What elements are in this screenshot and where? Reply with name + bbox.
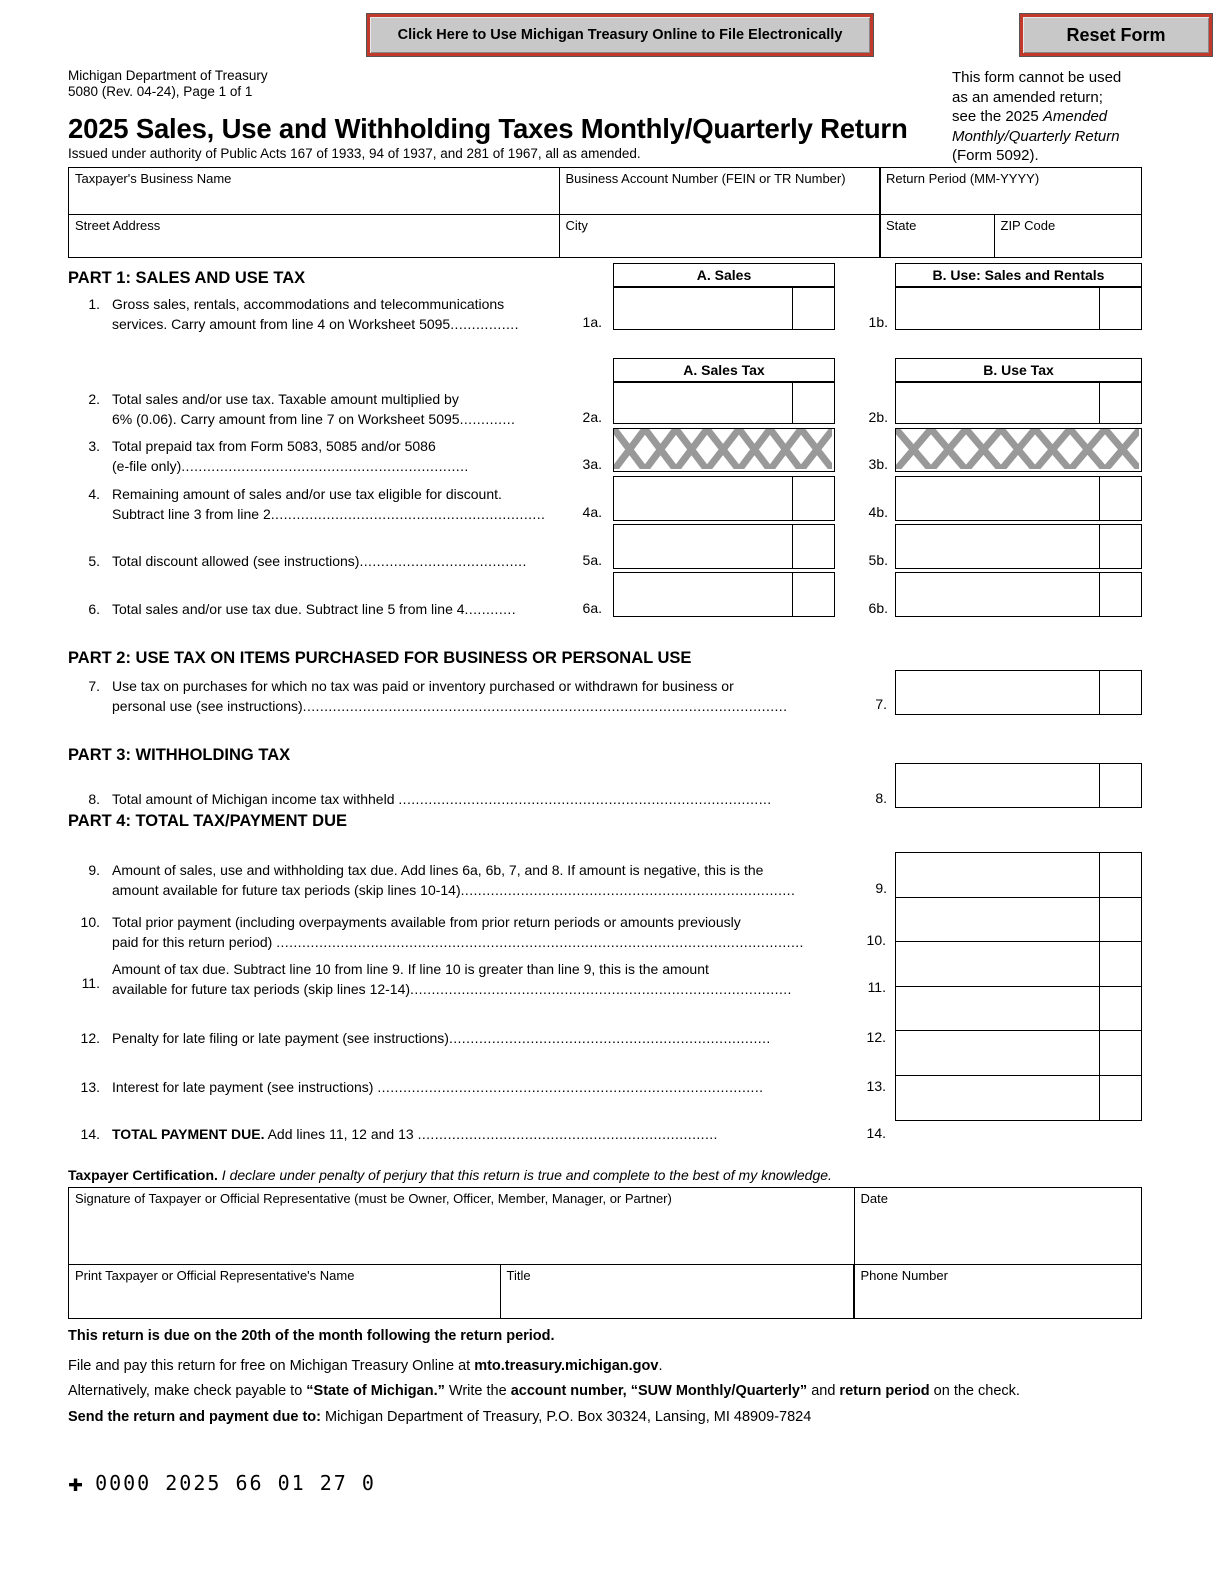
line-7-text-row2-main: personal use (see instructions) bbox=[112, 697, 303, 714]
line-13-text-row bbox=[112, 1078, 763, 1098]
line-11-text-row1: Amount of tax due. Subtract line 10 from line 9. If line 10 is greater than line 9, this is the amount bbox=[112, 961, 709, 977]
line-6-number: 6. bbox=[88, 601, 100, 617]
signature-label: Signature of Taxpayer or Official Representative (must be Owner, Officer, Member, Manager, or Partner) bbox=[75, 1191, 672, 1206]
line-9-text-row2 bbox=[112, 881, 795, 901]
part2-heading: PART 2: USE TAX ON ITEMS PURCHASED FOR BUSINESS OR PERSONAL USE bbox=[68, 649, 692, 667]
state-field[interactable] bbox=[879, 214, 995, 258]
line-1a-cents-divider bbox=[792, 288, 793, 329]
line-2-number: 2. bbox=[88, 391, 100, 407]
cross-marker-icon: ✚ bbox=[68, 1468, 86, 1497]
line-8-text-main: Total amount of Michigan income tax withheld bbox=[112, 791, 399, 807]
part3-heading: PART 3: WITHHOLDING TAX bbox=[68, 746, 291, 764]
line-9-dots: .............................................................................. bbox=[460, 881, 796, 898]
line-7-amount-box[interactable] bbox=[895, 670, 1142, 715]
account-number-field[interactable] bbox=[559, 167, 881, 215]
file-pay-text-2: . bbox=[658, 1358, 663, 1374]
line-6b-cents-divider bbox=[1099, 573, 1100, 616]
return-period-label: Return Period (MM-YYYY) bbox=[886, 171, 1040, 186]
taxpayer-info-table bbox=[68, 167, 1142, 255]
alt-text-1: Alternatively, make check payable to bbox=[68, 1383, 307, 1399]
phone-label: Phone Number bbox=[860, 1267, 948, 1283]
certification-statement bbox=[68, 1167, 832, 1183]
line-7-number: 7. bbox=[88, 678, 100, 694]
line-8-amount-box[interactable] bbox=[895, 763, 1142, 808]
print-name-label: Print Taxpayer or Official Representative's Name bbox=[75, 1267, 355, 1283]
line-6a-cents-divider bbox=[792, 573, 793, 616]
line-11-number: 11. bbox=[81, 975, 100, 991]
line-2b-cents-divider bbox=[1099, 383, 1100, 423]
certification-table bbox=[68, 1187, 1142, 1306]
line-11-text-row2-main: available for future tax periods (skip lines 12-14) bbox=[112, 980, 411, 997]
line-1a-ref: 1a. bbox=[582, 314, 602, 330]
zip-label: ZIP Code bbox=[1000, 217, 1056, 233]
mailing-address-notice bbox=[68, 1409, 811, 1425]
line-4-number: 4. bbox=[88, 486, 100, 502]
col-header-b-use-label: B. Use: Sales and Rentals bbox=[932, 267, 1105, 283]
line-1b-ref: 1b. bbox=[868, 314, 888, 330]
mto-url[interactable]: mto.treasury.michigan.gov bbox=[474, 1358, 659, 1374]
line-3b-x-pattern-icon bbox=[896, 429, 1139, 469]
col-header-a-sales-label: A. Sales bbox=[696, 267, 752, 283]
date-label: Date bbox=[860, 1191, 888, 1206]
line-2a-amount-box[interactable] bbox=[613, 382, 835, 424]
line-4a-amount-box[interactable] bbox=[613, 476, 835, 521]
amended-return-note bbox=[952, 68, 1152, 166]
line-6-text-row2-main: Total sales and/or use tax due. Subtract line 5 from line 4 bbox=[112, 601, 465, 617]
line-4b-amount-box[interactable] bbox=[895, 476, 1142, 521]
line-2a-ref: 2a. bbox=[582, 409, 602, 425]
certification-declaration: I declare under penalty of perjury that this return is true and complete to the best of my knowledge. bbox=[217, 1167, 832, 1183]
line-1b-amount-box[interactable] bbox=[895, 287, 1142, 330]
line-10-dots: ........................................................................................................................... bbox=[276, 933, 804, 950]
business-name-field[interactable] bbox=[68, 167, 560, 215]
line-2-text-row2 bbox=[112, 410, 515, 430]
line-4-text-row2-main: Subtract line 3 from line 2 bbox=[112, 505, 271, 522]
line-13-number: 13. bbox=[80, 1079, 100, 1095]
part1-heading: PART 1: SALES AND USE TAX bbox=[68, 269, 306, 287]
line-4a-ref: 4a. bbox=[582, 504, 602, 520]
line-2a-cents-divider bbox=[792, 383, 793, 423]
amended-note-line3: see the 2025 bbox=[952, 108, 1043, 125]
line-12-amount-box[interactable] bbox=[895, 986, 1142, 1032]
col-header-a-sales-tax bbox=[613, 358, 835, 382]
line-4b-ref: 4b. bbox=[868, 504, 888, 520]
alt-text-2: Write the bbox=[444, 1383, 511, 1399]
line-12-number: 12. bbox=[80, 1030, 100, 1046]
title-field[interactable] bbox=[500, 1264, 854, 1319]
line-2b-amount-box[interactable] bbox=[895, 382, 1142, 424]
line-1-text-row2-main: services. Carry amount from line 4 on Worksheet 5095 bbox=[112, 315, 451, 332]
alt-bold-payee: “State of Michigan.” bbox=[306, 1383, 445, 1399]
line-1-text-row1: Gross sales, rentals, accommodations and telecommunications bbox=[112, 296, 505, 312]
line-1-text-row2 bbox=[112, 315, 519, 335]
send-label: Send the return and payment due to: bbox=[68, 1409, 321, 1425]
line-1-dots: ................ bbox=[450, 315, 519, 332]
line-13-ref: 13. bbox=[866, 1078, 886, 1094]
line-4-text-row1: Remaining amount of sales and/or use tax eligible for discount. bbox=[112, 486, 502, 502]
return-period-field[interactable] bbox=[879, 167, 1142, 215]
state-label: State bbox=[886, 217, 917, 233]
agency-block bbox=[68, 68, 268, 100]
line-1-number: 1. bbox=[88, 296, 100, 312]
certification-label: Taxpayer Certification. bbox=[68, 1167, 218, 1183]
col-header-a-sales-tax-label: A. Sales Tax bbox=[683, 362, 765, 378]
line-6b-amount-box[interactable] bbox=[895, 572, 1142, 617]
line-3-text-row2 bbox=[112, 457, 469, 477]
line-9-ref: 9. bbox=[875, 880, 887, 896]
line-13-amount-box[interactable] bbox=[895, 1030, 1142, 1076]
alt-text-3: and bbox=[807, 1383, 840, 1399]
line-10-ref: 10. bbox=[866, 932, 886, 948]
line-11-ref: 11. bbox=[867, 979, 886, 995]
line-3-text-row1: Total prepaid tax from Form 5083, 5085 and/or 5086 bbox=[112, 438, 436, 454]
form-revision: 5080 (Rev. 04-24), Page 1 of 1 bbox=[68, 84, 253, 99]
line-14-dots: ...................................................................... bbox=[417, 1126, 718, 1142]
col-header-b-use-tax bbox=[895, 358, 1142, 382]
part4-heading: PART 4: TOTAL TAX/PAYMENT DUE bbox=[68, 812, 347, 830]
col-header-b-use-tax-label: B. Use Tax bbox=[983, 362, 1054, 378]
line-6a-amount-box[interactable] bbox=[613, 572, 835, 617]
line-6b-ref: 6b. bbox=[868, 600, 888, 616]
due-date-notice-text: This return is due on the 20th of the month following the return period. bbox=[68, 1328, 555, 1344]
line-4-text-row2 bbox=[112, 505, 545, 525]
line-4-dots: ................................................................ bbox=[270, 505, 546, 522]
line-5b-ref: 5b. bbox=[868, 552, 888, 568]
alt-bold-period: return period bbox=[839, 1383, 930, 1399]
line-11-dots: ......................................................................................... bbox=[410, 980, 792, 997]
line-2-text-row2-main: 6% (0.06). Carry amount from line 7 on Worksheet 5095 bbox=[112, 410, 460, 427]
alt-text-4: on the check. bbox=[929, 1383, 1020, 1399]
alt-bold-account: account number, “SUW Monthly/Quarterly” bbox=[510, 1383, 808, 1399]
col-header-a-sales bbox=[613, 263, 835, 287]
file-pay-notice bbox=[68, 1358, 662, 1374]
line-6-text-row2 bbox=[112, 600, 516, 620]
form-action-buttons bbox=[0, 14, 1224, 56]
line-9-text-row1: Amount of sales, use and withholding tax due. Add lines 6a, 6b, 7, and 8. If amount is negative, this is the bbox=[112, 862, 764, 878]
line-3-dots: ................................................................... bbox=[181, 457, 469, 474]
barcode-digits: 0000 2025 66 01 27 0 bbox=[95, 1470, 376, 1495]
line-5-dots: ....................................... bbox=[359, 553, 527, 569]
line-12-ref: 12. bbox=[866, 1029, 886, 1045]
line-5-text-row2-main: Total discount allowed (see instructions) bbox=[112, 553, 360, 569]
line-10-text-row1: Total prior payment (including overpayments available from prior return periods or amounts previously bbox=[112, 914, 741, 930]
line-5a-cents-divider bbox=[792, 525, 793, 568]
line-2-dots: ............. bbox=[459, 410, 516, 427]
signature-field[interactable] bbox=[68, 1187, 855, 1265]
line-5b-cents-divider bbox=[1099, 525, 1100, 568]
line-4b-cents-divider bbox=[1099, 477, 1100, 520]
line-14-number: 14. bbox=[80, 1126, 100, 1142]
file-pay-text-1: File and pay this return for free on Michigan Treasury Online at bbox=[68, 1358, 475, 1374]
print-name-field[interactable] bbox=[68, 1264, 501, 1319]
line-3b-blocked-box bbox=[895, 428, 1142, 472]
amended-note-italic1: Amended bbox=[1042, 108, 1108, 125]
line-7-cents-divider bbox=[1099, 671, 1100, 714]
line-8-dots: ....................................................................................... bbox=[398, 791, 772, 807]
line-14-amount-box[interactable] bbox=[895, 1075, 1142, 1121]
line-5-number: 5. bbox=[88, 553, 100, 569]
line-7-ref: 7. bbox=[875, 696, 887, 712]
zip-field[interactable] bbox=[994, 214, 1143, 258]
line-3b-ref: 3b. bbox=[868, 456, 888, 472]
file-electronically-label: Click Here to Use Michigan Treasury Online to File Electronically bbox=[397, 27, 843, 43]
line-5a-amount-box[interactable] bbox=[613, 524, 835, 569]
line-8-cents-divider bbox=[1099, 764, 1100, 807]
date-field[interactable] bbox=[854, 1187, 1143, 1265]
line-11-amount-box[interactable] bbox=[895, 941, 1142, 987]
amended-note-line4: (Form 5092). bbox=[952, 147, 1039, 164]
line-6a-ref: 6a. bbox=[582, 600, 602, 616]
line-12-dots: ........................................................................... bbox=[448, 1030, 771, 1046]
line-9-number: 9. bbox=[88, 862, 100, 878]
line-9-cents-divider bbox=[1099, 853, 1100, 897]
line-14-cents-divider bbox=[1099, 1076, 1100, 1120]
line-14-ref: 14. bbox=[866, 1125, 886, 1141]
line-12-text-row bbox=[112, 1029, 771, 1049]
line-10-number: 10. bbox=[80, 914, 100, 930]
alternative-payment-notice bbox=[68, 1383, 1020, 1399]
authority-statement: Issued under authority of Public Acts 167 of 1933, 94 of 1937, and 281 of 1967, all as amended. bbox=[68, 146, 641, 161]
line-8-ref: 8. bbox=[875, 790, 887, 806]
line-2-text-row1: Total sales and/or use tax. Taxable amount multiplied by bbox=[112, 391, 459, 407]
line-5-text-row2 bbox=[112, 552, 527, 572]
title-label: Title bbox=[506, 1267, 531, 1283]
phone-field[interactable] bbox=[854, 1264, 1143, 1319]
account-number-label: Business Account Number (FEIN or TR Number) bbox=[565, 171, 846, 186]
line-13-cents-divider bbox=[1099, 1031, 1100, 1075]
line-12-text-main: Penalty for late filing or late payment (see instructions) bbox=[112, 1030, 449, 1046]
reset-form-button[interactable] bbox=[1020, 14, 1212, 56]
due-date-notice bbox=[68, 1328, 555, 1344]
line-7-text-row1: Use tax on purchases for which no tax was paid or inventory purchased or withdrawn for business or bbox=[112, 678, 734, 694]
file-electronically-button[interactable] bbox=[367, 14, 873, 56]
line-14-text-bold: TOTAL PAYMENT DUE. bbox=[112, 1126, 265, 1142]
line-5a-ref: 5a. bbox=[582, 552, 602, 568]
line-3-number: 3. bbox=[88, 438, 100, 454]
line-10-cents-divider bbox=[1099, 898, 1100, 942]
line-1b-cents-divider bbox=[1099, 288, 1100, 329]
line-3-text-row2-main: (e-file only) bbox=[112, 457, 182, 474]
line-9-text-row2-main: amount available for future tax periods (skip lines 10-14) bbox=[112, 881, 461, 898]
line-10-amount-box[interactable] bbox=[895, 897, 1142, 943]
line-13-text-main: Interest for late payment (see instructions) bbox=[112, 1079, 378, 1095]
amended-note-line2: as an amended return; bbox=[952, 88, 1103, 106]
page-title: 2025 Sales, Use and Withholding Taxes Monthly/Quarterly Return bbox=[68, 113, 908, 144]
send-address: Michigan Department of Treasury, P.O. Box 30324, Lansing, MI 48909-7824 bbox=[320, 1409, 812, 1425]
agency-name: Michigan Department of Treasury bbox=[68, 68, 268, 83]
line-2b-ref: 2b. bbox=[868, 409, 888, 425]
line-8-number: 8. bbox=[88, 791, 100, 807]
line-11-cents-divider bbox=[1099, 942, 1100, 986]
line-14-text-row bbox=[112, 1125, 718, 1145]
form-barcode-line bbox=[68, 1470, 376, 1495]
reset-form-label: Reset Form bbox=[1066, 24, 1166, 45]
street-address-field[interactable] bbox=[68, 214, 560, 258]
line-13-dots: .......................................................................................... bbox=[377, 1079, 764, 1095]
line-12-cents-divider bbox=[1099, 987, 1100, 1031]
line-5b-amount-box[interactable] bbox=[895, 524, 1142, 569]
line-8-text-row bbox=[112, 790, 772, 810]
city-label: City bbox=[565, 217, 588, 233]
line-3a-x-pattern-icon bbox=[614, 429, 832, 469]
amended-note-line1: This form cannot be used bbox=[952, 69, 1122, 86]
amended-note-italic2: Monthly/Quarterly Return bbox=[952, 127, 1120, 145]
col-header-b-use bbox=[895, 263, 1142, 287]
line-4a-cents-divider bbox=[792, 477, 793, 520]
line-3a-blocked-box bbox=[613, 428, 835, 472]
line-1a-amount-box[interactable] bbox=[613, 287, 835, 330]
line-10-text-row2-main: paid for this return period) bbox=[112, 933, 277, 950]
line-3a-ref: 3a. bbox=[582, 456, 602, 472]
line-7-text-row2 bbox=[112, 697, 787, 717]
line-9-amount-box[interactable] bbox=[895, 852, 1142, 898]
line-10-text-row2 bbox=[112, 933, 804, 953]
business-name-label: Taxpayer's Business Name bbox=[75, 171, 232, 186]
line-6-dots: ............ bbox=[464, 601, 517, 617]
line-14-text-main: Add lines 11, 12 and 13 bbox=[264, 1126, 418, 1142]
street-address-label: Street Address bbox=[75, 217, 161, 233]
line-11-text-row2 bbox=[112, 980, 792, 1000]
city-field[interactable] bbox=[559, 214, 881, 258]
line-7-dots: ................................................................................................................. bbox=[302, 697, 788, 714]
